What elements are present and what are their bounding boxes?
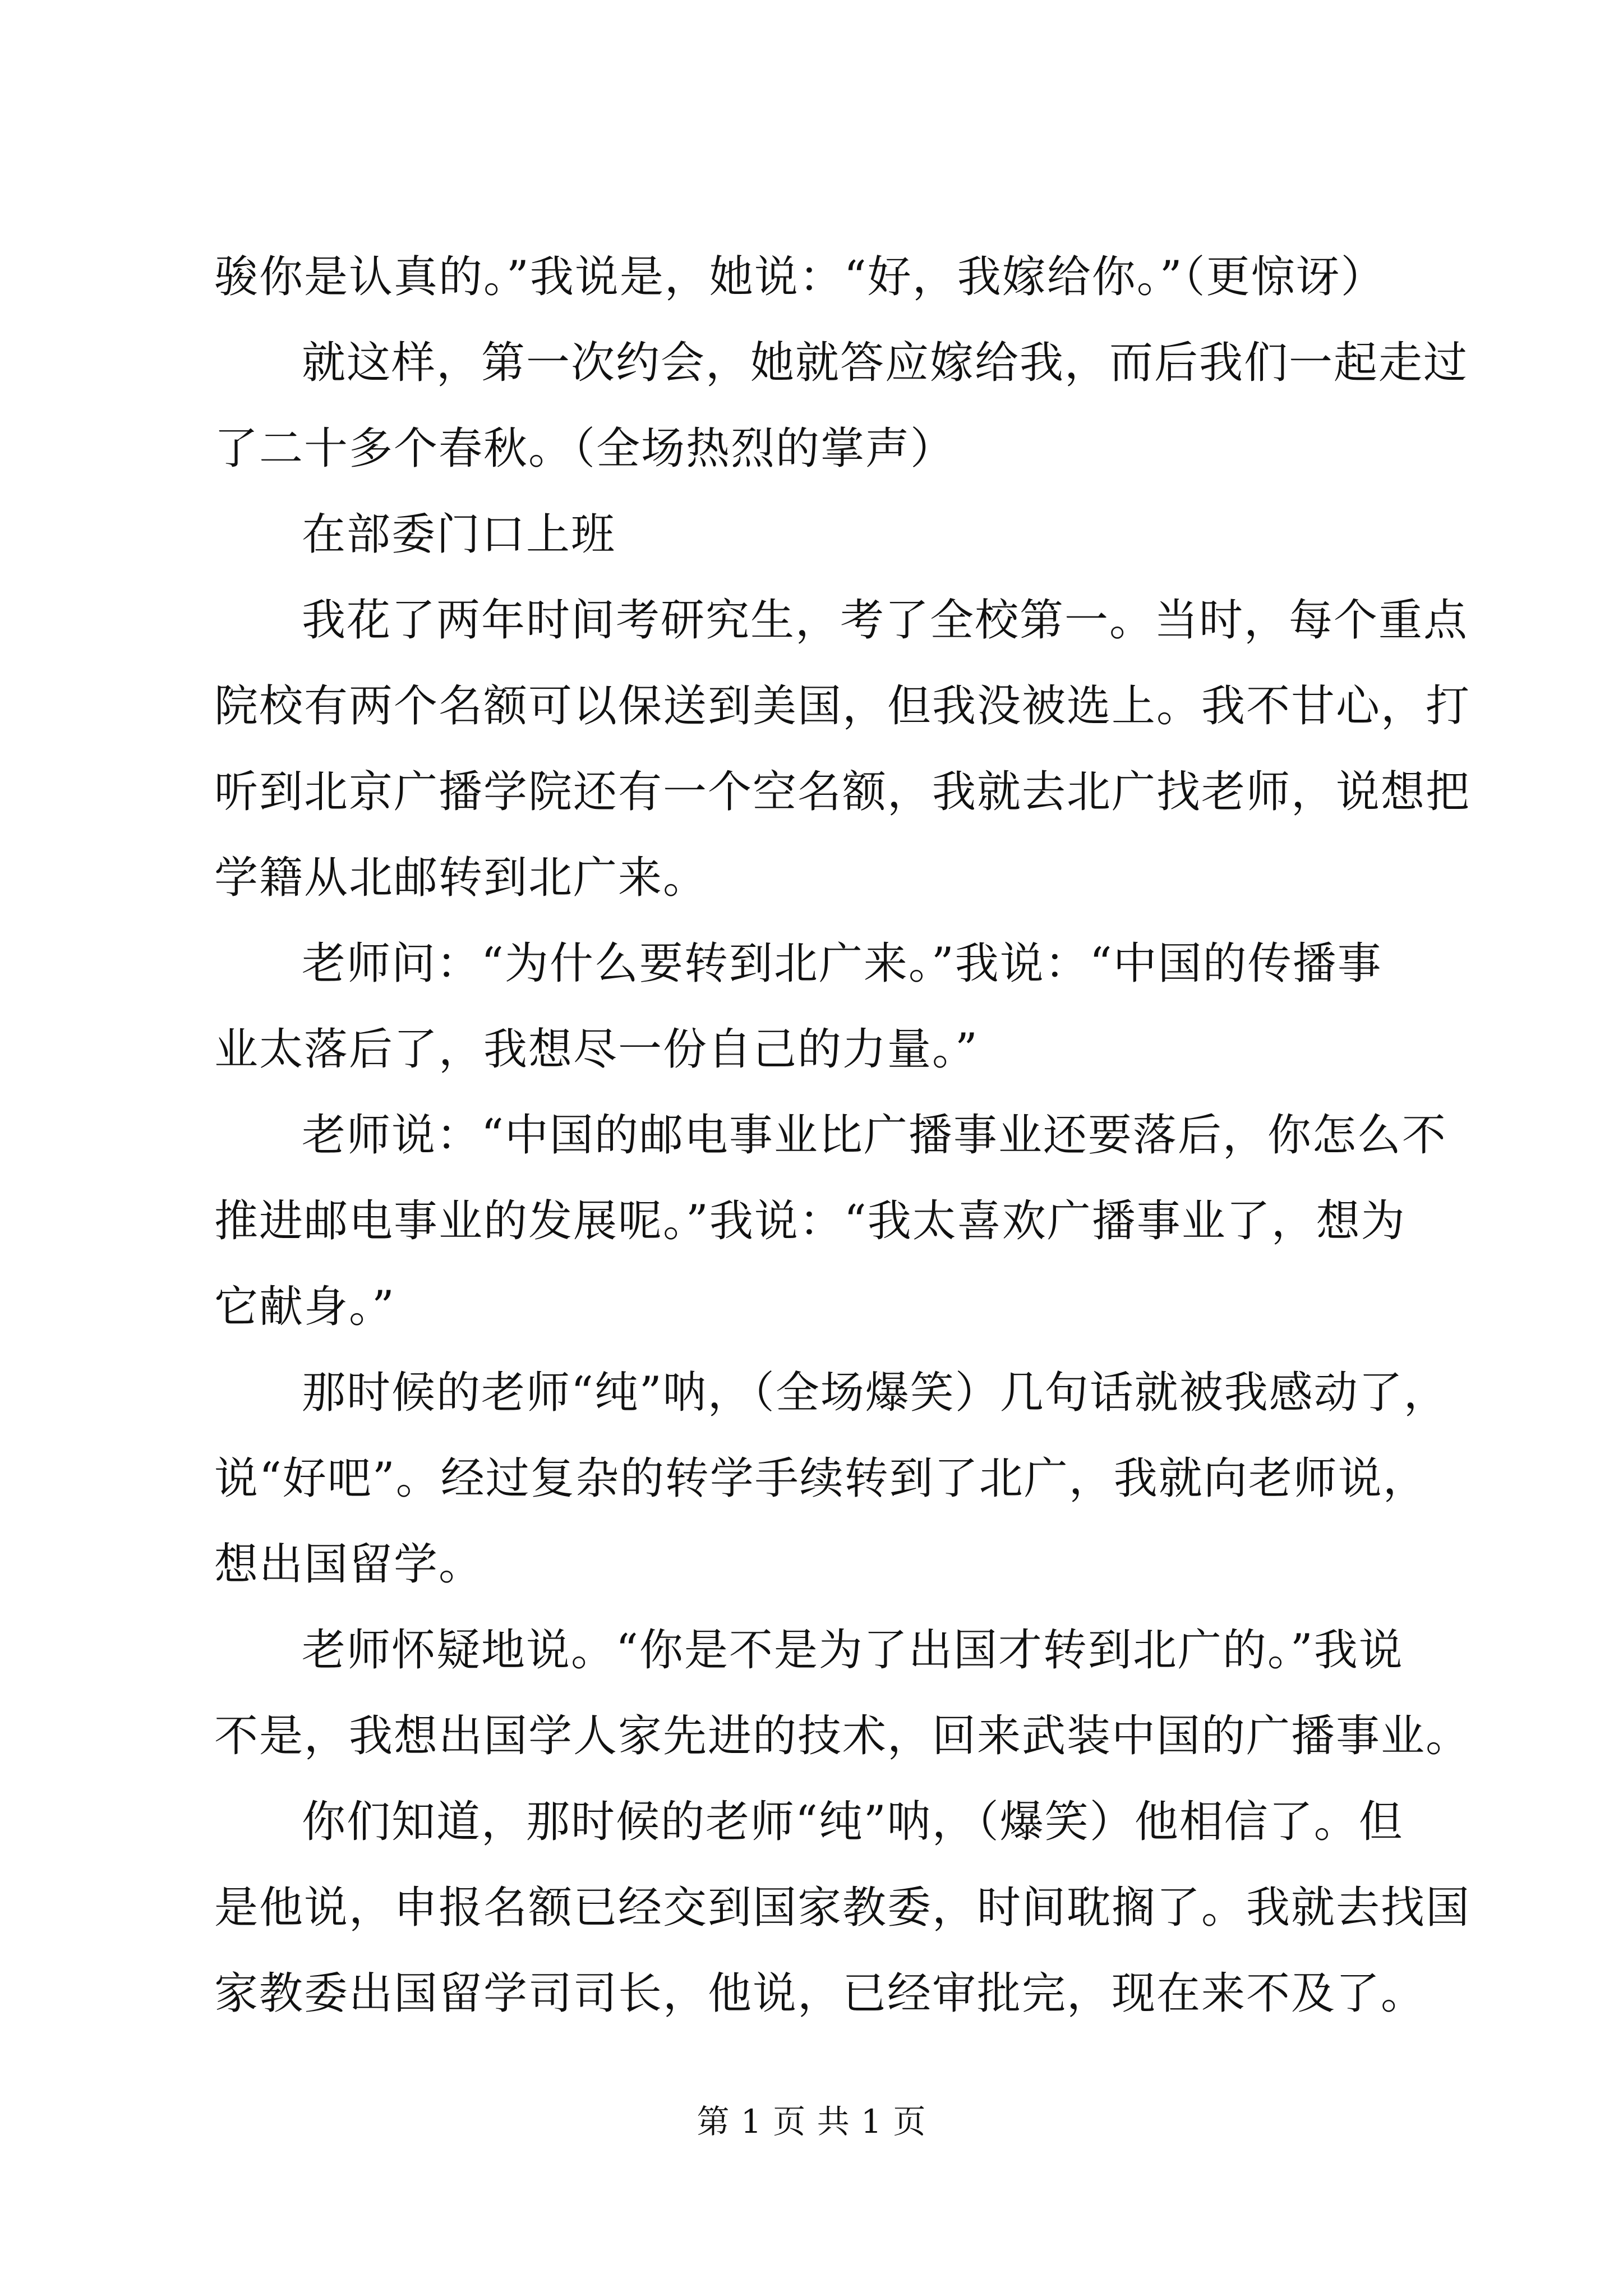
text-line: 院校有两个名额可以保送到美国，但我没被选上。我不甘心，打 [214,681,1471,731]
text-line: 它献身。” [214,1282,395,1332]
text-line: 了二十多个春秋。（全场热烈的掌声） [214,424,956,474]
text-line: 说“好吧”。经过复杂的转学手续转到了北广，我就向老师说， [214,1453,1428,1504]
page-footer: 第 1 页 共 1 页 [697,2102,926,2141]
text-line: 不是，我想出国学人家先进的技术，回来武装中国的广播事业。 [214,1711,1471,1761]
paragraph-start-line: 老师怀疑地说。“你是不是为了出国才转到北广的。”我说 [302,1625,1404,1676]
text-line: 学籍从北邮转到北广来。 [214,853,708,903]
paragraph-start-line: 老师问：“为什么要转到北广来。”我说：“中国的传播事 [302,938,1382,989]
section-heading: 在部委门口上班 [302,509,616,560]
text-line: 是他说，申报名额已经交到国家教委，时间耽搁了。我就去找国 [214,1883,1471,1933]
paragraph-start-line: 那时候的老师“纯”呐，（全场爆笑）几句话就被我感动了， [302,1368,1449,1418]
text-line: 家教委出国留学司司长，他说，已经审批完，现在来不及了。 [214,1968,1426,2019]
text-line: 推进邮电事业的发展呢。”我说：“我太喜欢广播事业了，想为 [214,1196,1406,1246]
text-line: 听到北京广播学院还有一个空名额，我就去北广找老师，说想把 [214,767,1471,817]
paragraph-start-line: 你们知道，那时候的老师“纯”呐，（爆笑）他相信了。但 [302,1797,1404,1847]
text-line: 骏你是认真的。”我说是，她说：“好，我嫁给你。”（更惊讶） [214,252,1386,302]
paragraph-start-line: 就这样，第一次约会，她就答应嫁给我，而后我们一起走过 [302,338,1469,388]
text-line: 业太落后了，我想尽一份自己的力量。” [214,1024,979,1075]
paragraph-start-line: 老师说：“中国的邮电事业比广播事业还要落后，你怎么不 [302,1110,1447,1161]
text-line: 想出国留学。 [214,1539,484,1590]
paragraph-start-line: 我花了两年时间考研究生，考了全校第一。当时，每个重点 [302,595,1469,646]
